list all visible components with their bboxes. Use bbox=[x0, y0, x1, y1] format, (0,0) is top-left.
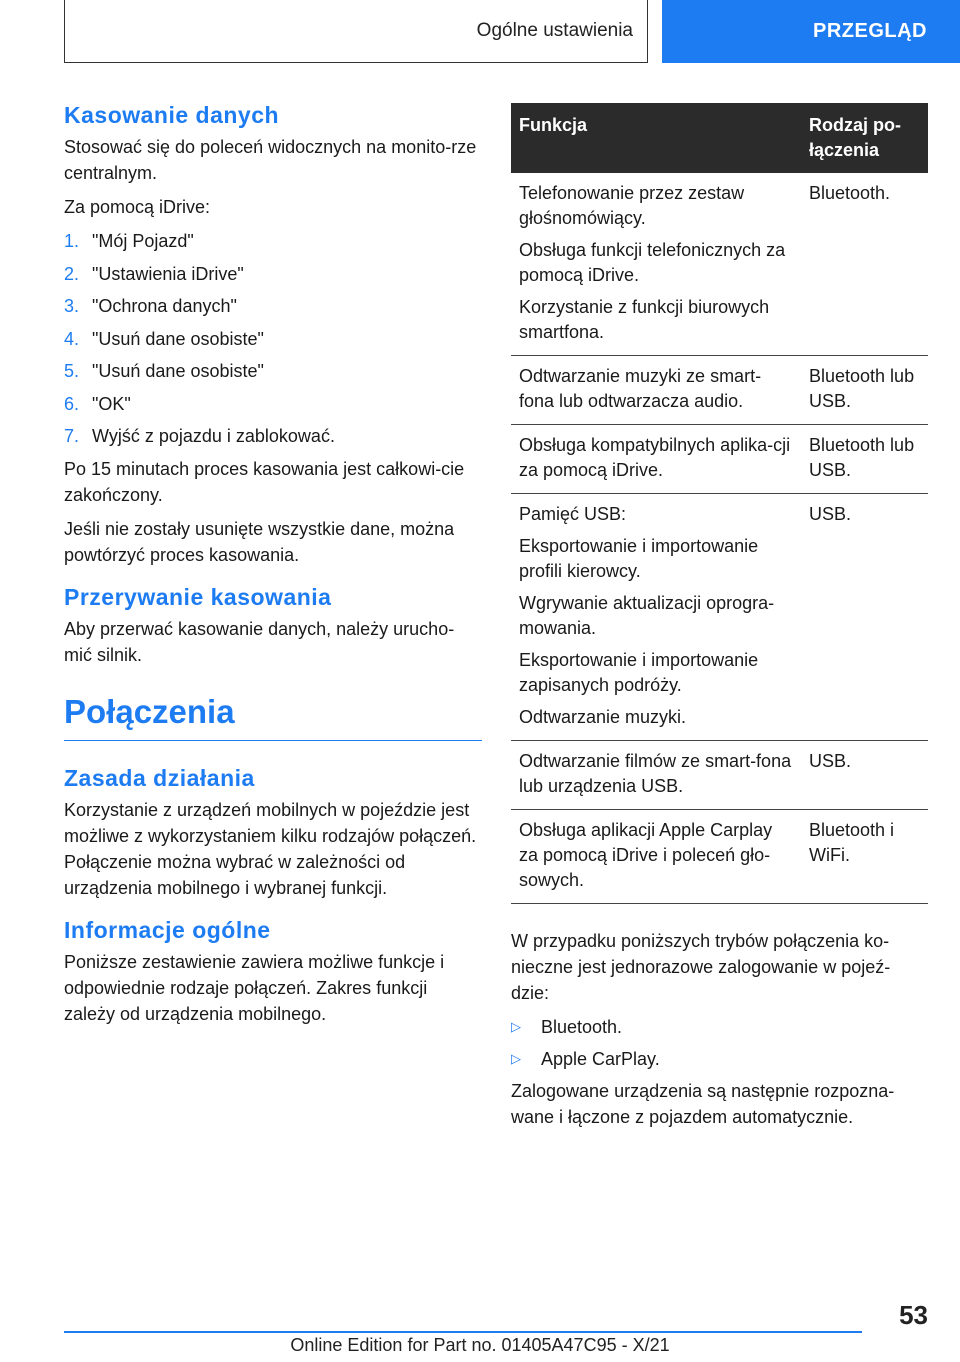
para-jesli: Jeśli nie zostały usunięte wszystkie dane, można powtórzyć proces kasowania. bbox=[64, 518, 455, 565]
para-korzystanie: Korzystanie z urządzeń mobilnych w pojeździe jest możliwe z wykorzystaniem kilku rodzajów połączeń. Połączenie można wybrać w zależności od urządzenia mobilnego i wybranej funkcji. bbox=[64, 799, 477, 898]
table-cell-function bbox=[511, 494, 801, 741]
list-item bbox=[511, 1046, 928, 1072]
cell-line: Pamięć USB: bbox=[519, 504, 627, 524]
cell-line: Eksportowanie i importowanie profili kierowcy. bbox=[519, 536, 759, 581]
step-text: "Usuń dane osobiste" bbox=[92, 328, 264, 349]
heading-kasowanie: Kasowanie danych bbox=[64, 102, 280, 128]
heading-zasada: Zasada działania bbox=[64, 764, 255, 791]
footer-edition: Online Edition for Part no. 01405A47C95 - X/21 bbox=[290, 1335, 670, 1355]
cell-line: Obsługa funkcji telefonicznych za pomocą iDrive. bbox=[519, 240, 786, 285]
triangle-bullet-icon: ▷ bbox=[511, 1051, 521, 1066]
table-cell-function bbox=[511, 356, 801, 425]
step-number: 7. bbox=[64, 426, 80, 446]
heading-przerywanie: Przerywanie kasowania bbox=[64, 583, 332, 610]
table-row bbox=[511, 173, 928, 356]
heading-informacje: Informacje ogólne bbox=[64, 916, 271, 943]
table-row bbox=[511, 810, 928, 904]
list-item bbox=[64, 358, 482, 384]
page-number: 53 bbox=[899, 1300, 928, 1330]
footer-divider bbox=[64, 1331, 862, 1333]
cell-line: Obsługa aplikacji Apple Carplay za pomocą iDrive i poleceń gło-sowych. bbox=[519, 820, 773, 890]
cell-line: Eksportowanie i importowanie zapisanych podróży. bbox=[519, 650, 759, 695]
bullet-text: Apple CarPlay. bbox=[541, 1049, 660, 1069]
table-row bbox=[511, 741, 928, 810]
table-row bbox=[511, 356, 928, 425]
para-po15: Po 15 minutach proces kasowania jest całkowi-cie zakończony. bbox=[64, 458, 465, 505]
header-active-tab[interactable] bbox=[662, 0, 960, 63]
list-item bbox=[511, 1014, 928, 1040]
cell-line: Obsługa kompatybilnych aplika-cji za pomocą iDrive. bbox=[519, 435, 791, 480]
table-cell-function bbox=[511, 741, 801, 810]
list-item bbox=[64, 293, 482, 319]
para-wprzypadku: W przypadku poniższych trybów połączenia ko-nieczne jest jednorazowe zalogowanie w pojeź-dzie: bbox=[511, 931, 891, 1003]
step-text: "Ustawienia iDrive" bbox=[92, 263, 244, 284]
table-cell-connection: USB. bbox=[801, 494, 928, 741]
cell-line: Wgrywanie aktualizacji oprogra-mowania. bbox=[519, 593, 775, 638]
header-section-tab bbox=[64, 0, 648, 63]
table-cell-function bbox=[511, 810, 801, 904]
table-row bbox=[511, 425, 928, 494]
step-text: Wyjść z pojazdu i zablokować. bbox=[92, 426, 335, 446]
list-item bbox=[64, 391, 482, 417]
chapter-title: Połączenia bbox=[64, 690, 482, 741]
cell-line: Odtwarzanie muzyki ze smart-fona lub odtwarzacza audio. bbox=[519, 366, 762, 411]
cell-line: Telefonowanie przez zestaw głośnomówiący. bbox=[519, 183, 745, 228]
cell-line: Odtwarzanie filmów ze smart-fona lub urządzenia USB. bbox=[519, 751, 792, 796]
table-header-rodzaj: Rodzaj po-łączenia bbox=[801, 103, 928, 173]
table-cell-connection: USB. bbox=[801, 741, 928, 810]
step-text: "Usuń dane osobiste" bbox=[92, 361, 264, 381]
table-cell-connection: Bluetooth i WiFi. bbox=[801, 810, 928, 904]
para-zapomoca: Za pomocą iDrive: bbox=[64, 197, 211, 217]
table-cell-function bbox=[511, 425, 801, 494]
step-number: 4. bbox=[64, 328, 80, 349]
header-active-label: PRZEGLĄD bbox=[813, 20, 927, 42]
list-item bbox=[64, 326, 482, 352]
left-column bbox=[64, 100, 482, 1035]
para-stosowac: Stosować się do poleceń widocznych na monito-rze centralnym. bbox=[64, 137, 477, 183]
step-number: 5. bbox=[64, 361, 80, 381]
cell-line: Odtwarzanie muzyki. bbox=[519, 707, 687, 727]
list-item bbox=[64, 261, 482, 287]
para-zalogowane: Zalogowane urządzenia są następnie rozpozna-wane i łączone z pojazdem automatycznie. bbox=[511, 1081, 895, 1127]
bullet-text: Bluetooth. bbox=[541, 1017, 623, 1037]
connections-table bbox=[511, 103, 928, 904]
table-cell-connection: Bluetooth lub USB. bbox=[801, 356, 928, 425]
table-cell-connection: Bluetooth. bbox=[801, 173, 928, 356]
right-column bbox=[511, 103, 928, 1138]
para-aby: Aby przerwać kasowanie danych, należy urucho-mić silnik. bbox=[64, 618, 455, 665]
table-header-row bbox=[511, 103, 928, 173]
cell-line: Korzystanie z funkcji biurowych smartfona. bbox=[519, 297, 770, 342]
step-text: "Ochrona danych" bbox=[92, 296, 237, 316]
step-number: 1. bbox=[64, 231, 80, 251]
bullet-list bbox=[511, 1014, 928, 1072]
step-number: 6. bbox=[64, 393, 80, 414]
table-cell-connection: Bluetooth lub USB. bbox=[801, 425, 928, 494]
table-cell-function bbox=[511, 173, 801, 356]
list-item bbox=[64, 228, 482, 254]
step-number: 2. bbox=[64, 263, 80, 284]
step-text: "OK" bbox=[92, 393, 131, 414]
step-number: 3. bbox=[64, 296, 80, 316]
header-section-label: Ogólne ustawienia bbox=[476, 20, 633, 41]
triangle-bullet-icon: ▷ bbox=[511, 1019, 521, 1034]
step-text: "Mój Pojazd" bbox=[92, 231, 194, 251]
table-row bbox=[511, 494, 928, 741]
para-ponizsze: Poniższe zestawienie zawiera możliwe funkcje i odpowiednie rodzaje połączeń. Zakres funkcji zależy od urządzenia mobilnego. bbox=[64, 951, 445, 1024]
list-item bbox=[64, 423, 482, 449]
steps-list bbox=[64, 228, 482, 449]
table-header-funkcja: Funkcja bbox=[511, 103, 801, 173]
